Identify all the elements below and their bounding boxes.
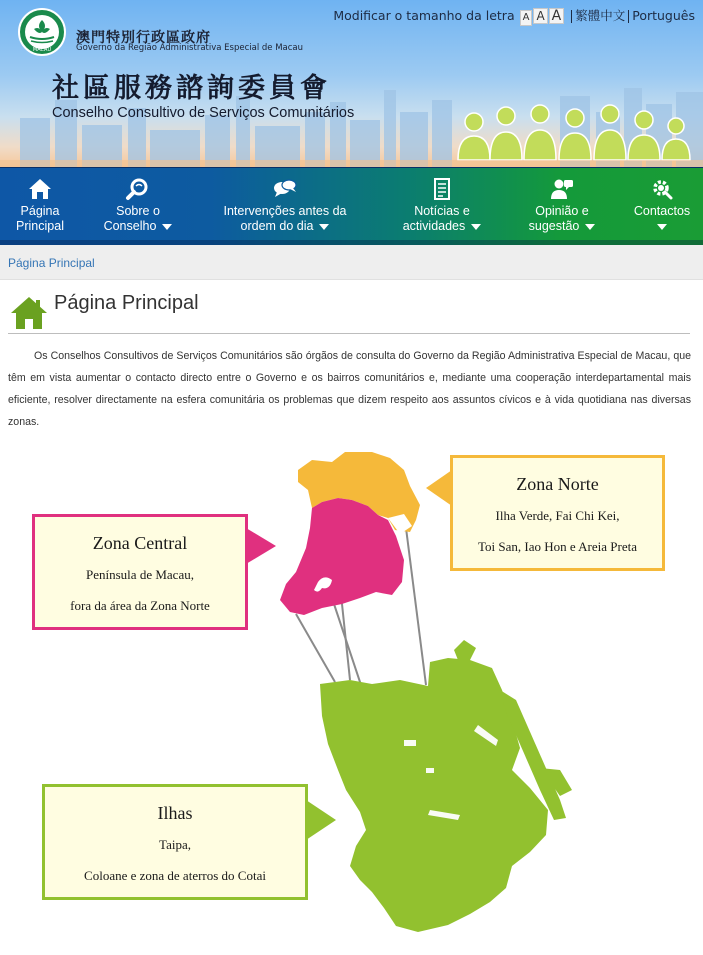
home-icon bbox=[27, 177, 53, 201]
divider bbox=[571, 10, 572, 23]
page-title: Página Principal bbox=[54, 292, 199, 314]
nav-item-opinion[interactable] bbox=[514, 168, 610, 241]
font-size-large-button[interactable]: A bbox=[549, 8, 565, 24]
site-title-portuguese[interactable]: Conselho Consultivo de Serviços Comunitários bbox=[52, 105, 355, 121]
chevron-down-icon bbox=[585, 224, 595, 230]
nav-label-line1: Opinião e bbox=[535, 204, 589, 218]
zone-name: Ilhas bbox=[157, 803, 193, 823]
zone-name: Zona Central bbox=[92, 533, 188, 553]
zone-norte-card[interactable] bbox=[450, 455, 665, 571]
nav-label-line1: Intervenções antes da bbox=[223, 204, 347, 218]
zone-description-line2: Coloane e zona de aterros do Cotai bbox=[84, 868, 266, 883]
speech-bubbles-icon bbox=[272, 177, 298, 201]
emblem-text: MACAU bbox=[32, 47, 52, 53]
font-size-small-button[interactable]: A bbox=[520, 10, 533, 26]
nav-item-news[interactable] bbox=[392, 168, 492, 241]
chevron-down-icon bbox=[471, 224, 481, 230]
lang-portuguese-link[interactable]: Português bbox=[632, 8, 695, 23]
nav-label-line1: Sobre o bbox=[116, 204, 160, 218]
nav-label-line2: ordem do dia bbox=[240, 219, 314, 233]
breadcrumb-home-link[interactable]: Página Principal bbox=[8, 256, 95, 270]
macau-emblem-icon[interactable] bbox=[16, 7, 68, 57]
nav-item-home[interactable] bbox=[4, 168, 76, 241]
nav-label-line2: sugestão bbox=[528, 219, 580, 233]
title-divider bbox=[8, 333, 690, 334]
zone-ilhas-card[interactable] bbox=[42, 784, 308, 900]
lang-chinese-link[interactable]: 繁體中文 bbox=[575, 8, 626, 23]
government-name-chinese: 澳門特別行政區政府 bbox=[76, 30, 211, 46]
nav-label-line1: Contactos bbox=[633, 204, 691, 218]
nav-item-interventions[interactable] bbox=[210, 168, 360, 241]
site-title-chinese[interactable]: 社區服務諮詢委員會 bbox=[52, 73, 331, 104]
zone-description-line1: Ilha Verde, Fai Chi Kei, bbox=[495, 508, 620, 523]
government-name-portuguese: Governo da Região Administrativa Especial de Macau bbox=[76, 43, 304, 53]
zone-description-line1: Península de Macau, bbox=[86, 567, 194, 582]
font-size-label: Modificar o tamanho da letra bbox=[333, 8, 515, 23]
nav-item-about[interactable] bbox=[92, 168, 184, 241]
nav-label-line2: Conselho bbox=[103, 219, 157, 233]
pointer-norte bbox=[426, 470, 452, 506]
site-header bbox=[0, 0, 703, 167]
zone-description-line2: Toi San, Iao Hon e Areia Preta bbox=[477, 539, 637, 554]
main-navigation bbox=[0, 167, 703, 245]
font-size-medium-button[interactable]: A bbox=[533, 8, 547, 24]
pointer-central bbox=[246, 528, 276, 564]
magnifier-icon bbox=[125, 177, 151, 201]
zone-description-line2: fora da área da Zona Norte bbox=[70, 598, 210, 613]
people-icon bbox=[549, 177, 575, 201]
chevron-down-icon bbox=[319, 224, 329, 230]
chevron-down-icon bbox=[162, 224, 172, 230]
gear-search-icon bbox=[649, 177, 675, 201]
zone-description-line1: Taipa, bbox=[159, 837, 191, 852]
nav-item-contacts[interactable] bbox=[624, 168, 700, 241]
document-icon bbox=[429, 177, 455, 201]
home-icon bbox=[10, 296, 48, 330]
zone-central-card[interactable] bbox=[32, 514, 248, 630]
divider bbox=[628, 10, 629, 23]
nav-label-line1: Notícias e bbox=[414, 204, 470, 218]
nav-label-line2: actividades bbox=[402, 219, 466, 233]
chevron-down-icon bbox=[657, 224, 667, 230]
zone-name: Zona Norte bbox=[516, 474, 599, 494]
intro-paragraph: Os Conselhos Consultivos de Serviços Comunitários são órgãos de consulta do Governo da Região Administrativa Especial de Macau, que têm em vista aumentar o contacto directo entre o Governo e os bairros comunitários e, mediante uma cooperação interdepartamental mais eficiente, resolver directamente na esfera comunitária os problemas que dizem respeito aos assuntos cívicos e à vida quotidiana nas diversas zonas. bbox=[8, 350, 691, 428]
pointer-ilhas bbox=[306, 800, 336, 840]
nav-label-line2: Principal bbox=[16, 219, 64, 233]
nav-label-line1: Página bbox=[20, 204, 60, 218]
breadcrumb bbox=[0, 245, 703, 280]
top-utility-links bbox=[333, 6, 695, 26]
